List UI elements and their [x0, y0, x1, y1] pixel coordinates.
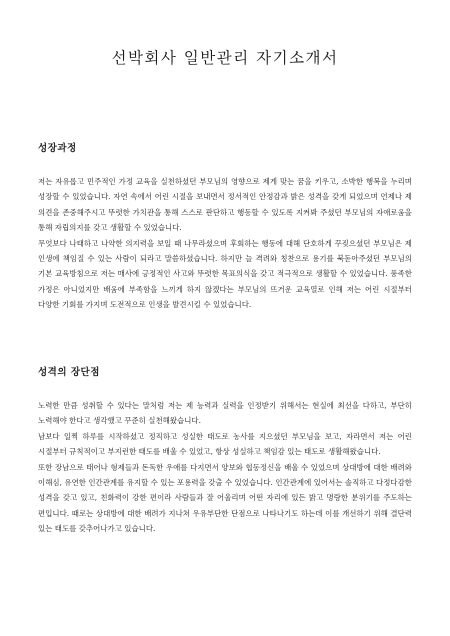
section-paragraph: 노력한 만큼 성취할 수 있다는 말처럼 저는 제 능력과 실력을 인정받기 위해서는 현실에 최선을 다하고, 부단히 노력해야 한다고 생각했고 꾸준히 실천해왔습니다.: [38, 401, 412, 426]
section-paragraph: 또한 장남으로 태어나 형제들과 돈독한 우애를 다지면서 양보와 협동정신을 배울 수 있었으며 상대방에 대한 배려와 이해심, 유연한 인간관계를 유지할 수 있는 포용력을 갖출 수 있었습니다. 인간관계에 있어서는 솔직하고 다정다감한 성격을 갖고 있고, 친화력이 강한 편이라 사람들과 잘 어울리며 어떤 자리에 있든 밝고 명랑한 분위기를 주도하는 편입니다. 때로는 상대방에 대한 배려가 지나쳐 우유부단한 단점으로 나타나기도 하는데 이를 개선하기 위해 결단력 있는 태도를 갖추어나가고 있습니다.: [38, 462, 412, 534]
section-paragraph: 저는 자유롭고 민주적인 가정 교육을 실천하셨던 부모님의 영향으로 제게 맞는 꿈을 키우고, 소박한 행복을 누리며 성장할 수 있었습니다. 자연 속에서 어린 시절을 보내면서 정서적인 안정감과 밝은 성격을 갖게 되었으며 언제나 제 의견을 존중해주시고 뚜렷한 가치관을 통해 스스로 판단하고 행동할 수 있도록 지켜봐 주셨던 부모님의 자애로움을 통해 자립의지를 갖고 생활할 수 있었습니다.: [38, 177, 412, 233]
section-paragraph: 무엇보다 나태하고 나약한 의지력을 보일 때 나무라셨으며 후회하는 행동에 대해 단호하게 꾸짖으셨던 부모님은 제 인생에 책임질 수 있는 사람이 되라고 말씀하셨습니다. 하지만 늘 격려와 칭찬으로 용기를 북돋아주셨던 부모님의 기본 교육방침으로 저는 매사에 긍정적인 사고와 뚜렷한 목표의식을 갖고 적극적으로 생활할 수 있었습니다. 풍족한 가정은 아니었지만 배움에 부족함을 느끼게 하지 않겠다는 부모님의 뜨거운 교육열로 인해 저는 어린 시절부터 다양한 기회를 가지며 도전적으로 인생을 발견시킬 수 있었습니다.: [38, 238, 412, 310]
section-heading: 성격의 장단점: [38, 367, 100, 378]
document-title: 선박회사 일반관리 자기소개서: [111, 49, 339, 67]
section-paragraph: 남보다 일찍 하루를 시작하셨고 정직하고 성실한 태도로 농사를 지으셨던 부모님을 보고, 자라면서 저는 어린 시절부터 규칙적이고 부지런한 태도를 배울 수 있었고, 항상 성실하고 책임감 있는 태도로 생활해왔습니다.: [38, 431, 412, 457]
section-heading: 성장과정: [38, 143, 77, 154]
section-growth: [38, 140, 412, 313]
section-personality: [38, 364, 412, 537]
